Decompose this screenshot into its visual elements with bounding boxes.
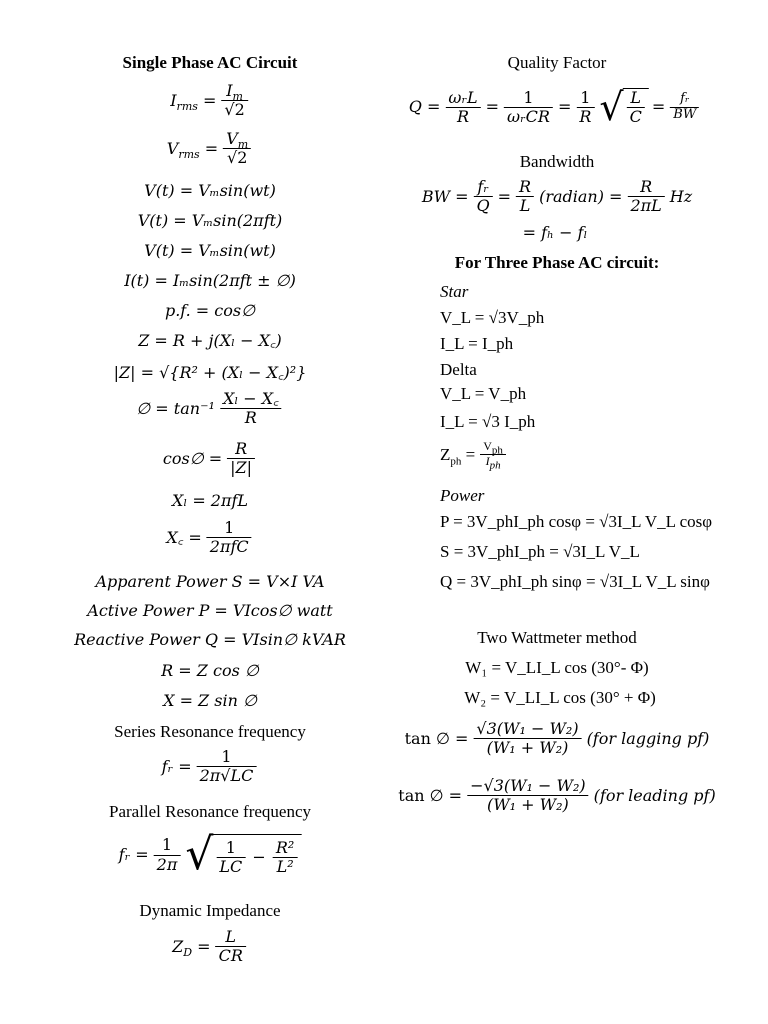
eq-zd: $Z_D$ = $\frac{L}{CR}$ [172, 928, 248, 966]
bandwidth-title: Bandwidth [519, 152, 595, 171]
delta-vl: V_L = V_ph [440, 384, 527, 403]
three-phase-title: For Three Phase AC circuit: [454, 253, 660, 272]
power-label: Power [440, 486, 485, 505]
w1-eq: W₁ = V_LI_L cos (30°- Φ) [465, 658, 649, 677]
series-title: Series Resonance frequency [114, 722, 306, 741]
eq-x: X = Z sin ∅ [163, 691, 257, 710]
eq-i: I(t) = Iₘsin(2πft ± ∅) [124, 271, 296, 290]
eq-cos: cos∅ = $\frac{R}{|Z|}$ [163, 440, 257, 478]
eq-bandwidth-2: = fₕ − fₗ [522, 223, 588, 242]
eq-v2: V(t) = Vₘsin(2πft) [137, 211, 283, 230]
star-vl: V_L = √3V_ph [440, 308, 545, 327]
eq-bandwidth: BW = $\frac{\text{fᵣ}}{Q}$ = $\frac{R}{L}$ (radian) = $\frac{R}{2\pi L}$ Hz [421, 177, 693, 216]
delta-label: Delta [440, 360, 477, 379]
parallel-title: Parallel Resonance frequency [108, 802, 312, 821]
zph-eq: $Z_{ph}$ = $\frac{V_{ph}}{I_{ph}}$ [440, 440, 508, 469]
eq-quality: Q = $\frac{\text{ωᵣL}}{R}$ = $\frac{1}{\text{ωᵣCR}}$ = $\frac{1}{R}$ √ $\frac{L}{C}$ = $\frac{\text{fᵣ}}{BW}$ [409, 88, 701, 127]
eq-xc: X꜀ = $\frac{1}{\text{2πfC}}$ [166, 519, 253, 557]
eq-pf: p.f. = cos∅ [164, 301, 256, 320]
eq-vrms: $V_{rms}$ = $\frac{V_m}{√2}$ [167, 130, 253, 168]
eq-fr-series: fᵣ = $\frac{1}{2\pi√LC}$ [162, 748, 259, 786]
eq-xl: Xₗ = 2πfL [171, 491, 249, 510]
tan-leading-eq: tan ∅ = $\frac{\text{−√3(W₁ − W₂)}}{\text{(W₁ + W₂)}}$ (for leading pf) [398, 776, 716, 815]
q-eq: Q = 3V_phI_ph sinφ = √3I_L V_L sinφ [440, 572, 710, 591]
star-il: I_L = I_ph [440, 334, 514, 353]
delta-il: I_L = √3 I_ph [440, 412, 536, 431]
star-label: Star [440, 282, 469, 301]
two-wattmeter-title: Two Wattmeter method [477, 628, 637, 647]
eq-r: R = Z cos ∅ [161, 661, 259, 680]
tan-lagging-eq: tan ∅ = $\frac{\text{√3(W₁ − W₂)}}{\text{(W₁ + W₂)}}$ (for lagging pf) [404, 719, 710, 758]
p-eq: P = 3V_phI_ph cosφ = √3I_L V_L cosφ [440, 512, 713, 531]
eq-phi: ∅ = tan⁻¹ $\frac{\text{Xₗ − X꜀}}{R}$ [136, 390, 283, 428]
left-title: Single Phase AC Circuit [122, 53, 298, 72]
s-eq: S = 3V_phI_ph = √3I_L V_L [440, 542, 640, 561]
quality-title: Quality Factor [507, 53, 607, 72]
eq-active: Active Power P = VIcos∅ watt [87, 601, 333, 620]
eq-reactive: Reactive Power Q = VIsin∅ kVAR [74, 630, 346, 649]
dyn-title: Dynamic Impedance [139, 901, 281, 920]
eq-fr-parallel: fᵣ = $\frac{1}{2\pi}$ √ $\frac{1}{LC}$ − $\frac{\text{R²}}{\text{L²}}$ [119, 833, 302, 877]
eq-irms: $I_{rms}$ = $\frac{I_m}{√2}$ [170, 82, 250, 120]
eq-apparent: Apparent Power S = V×I VA [95, 572, 325, 591]
eq-v3: V(t) = Vₘsin(wt) [144, 241, 276, 260]
eq-zmag: |Z| = √{R² + (Xₗ − X꜀)²} [113, 363, 307, 382]
eq-v1: V(t) = Vₘsin(wt) [144, 181, 276, 200]
eq-z: Z = R + j(Xₗ − X꜀) [138, 331, 282, 350]
w2-eq: W₂ = V_LI_L cos (30° + Φ) [464, 688, 656, 707]
